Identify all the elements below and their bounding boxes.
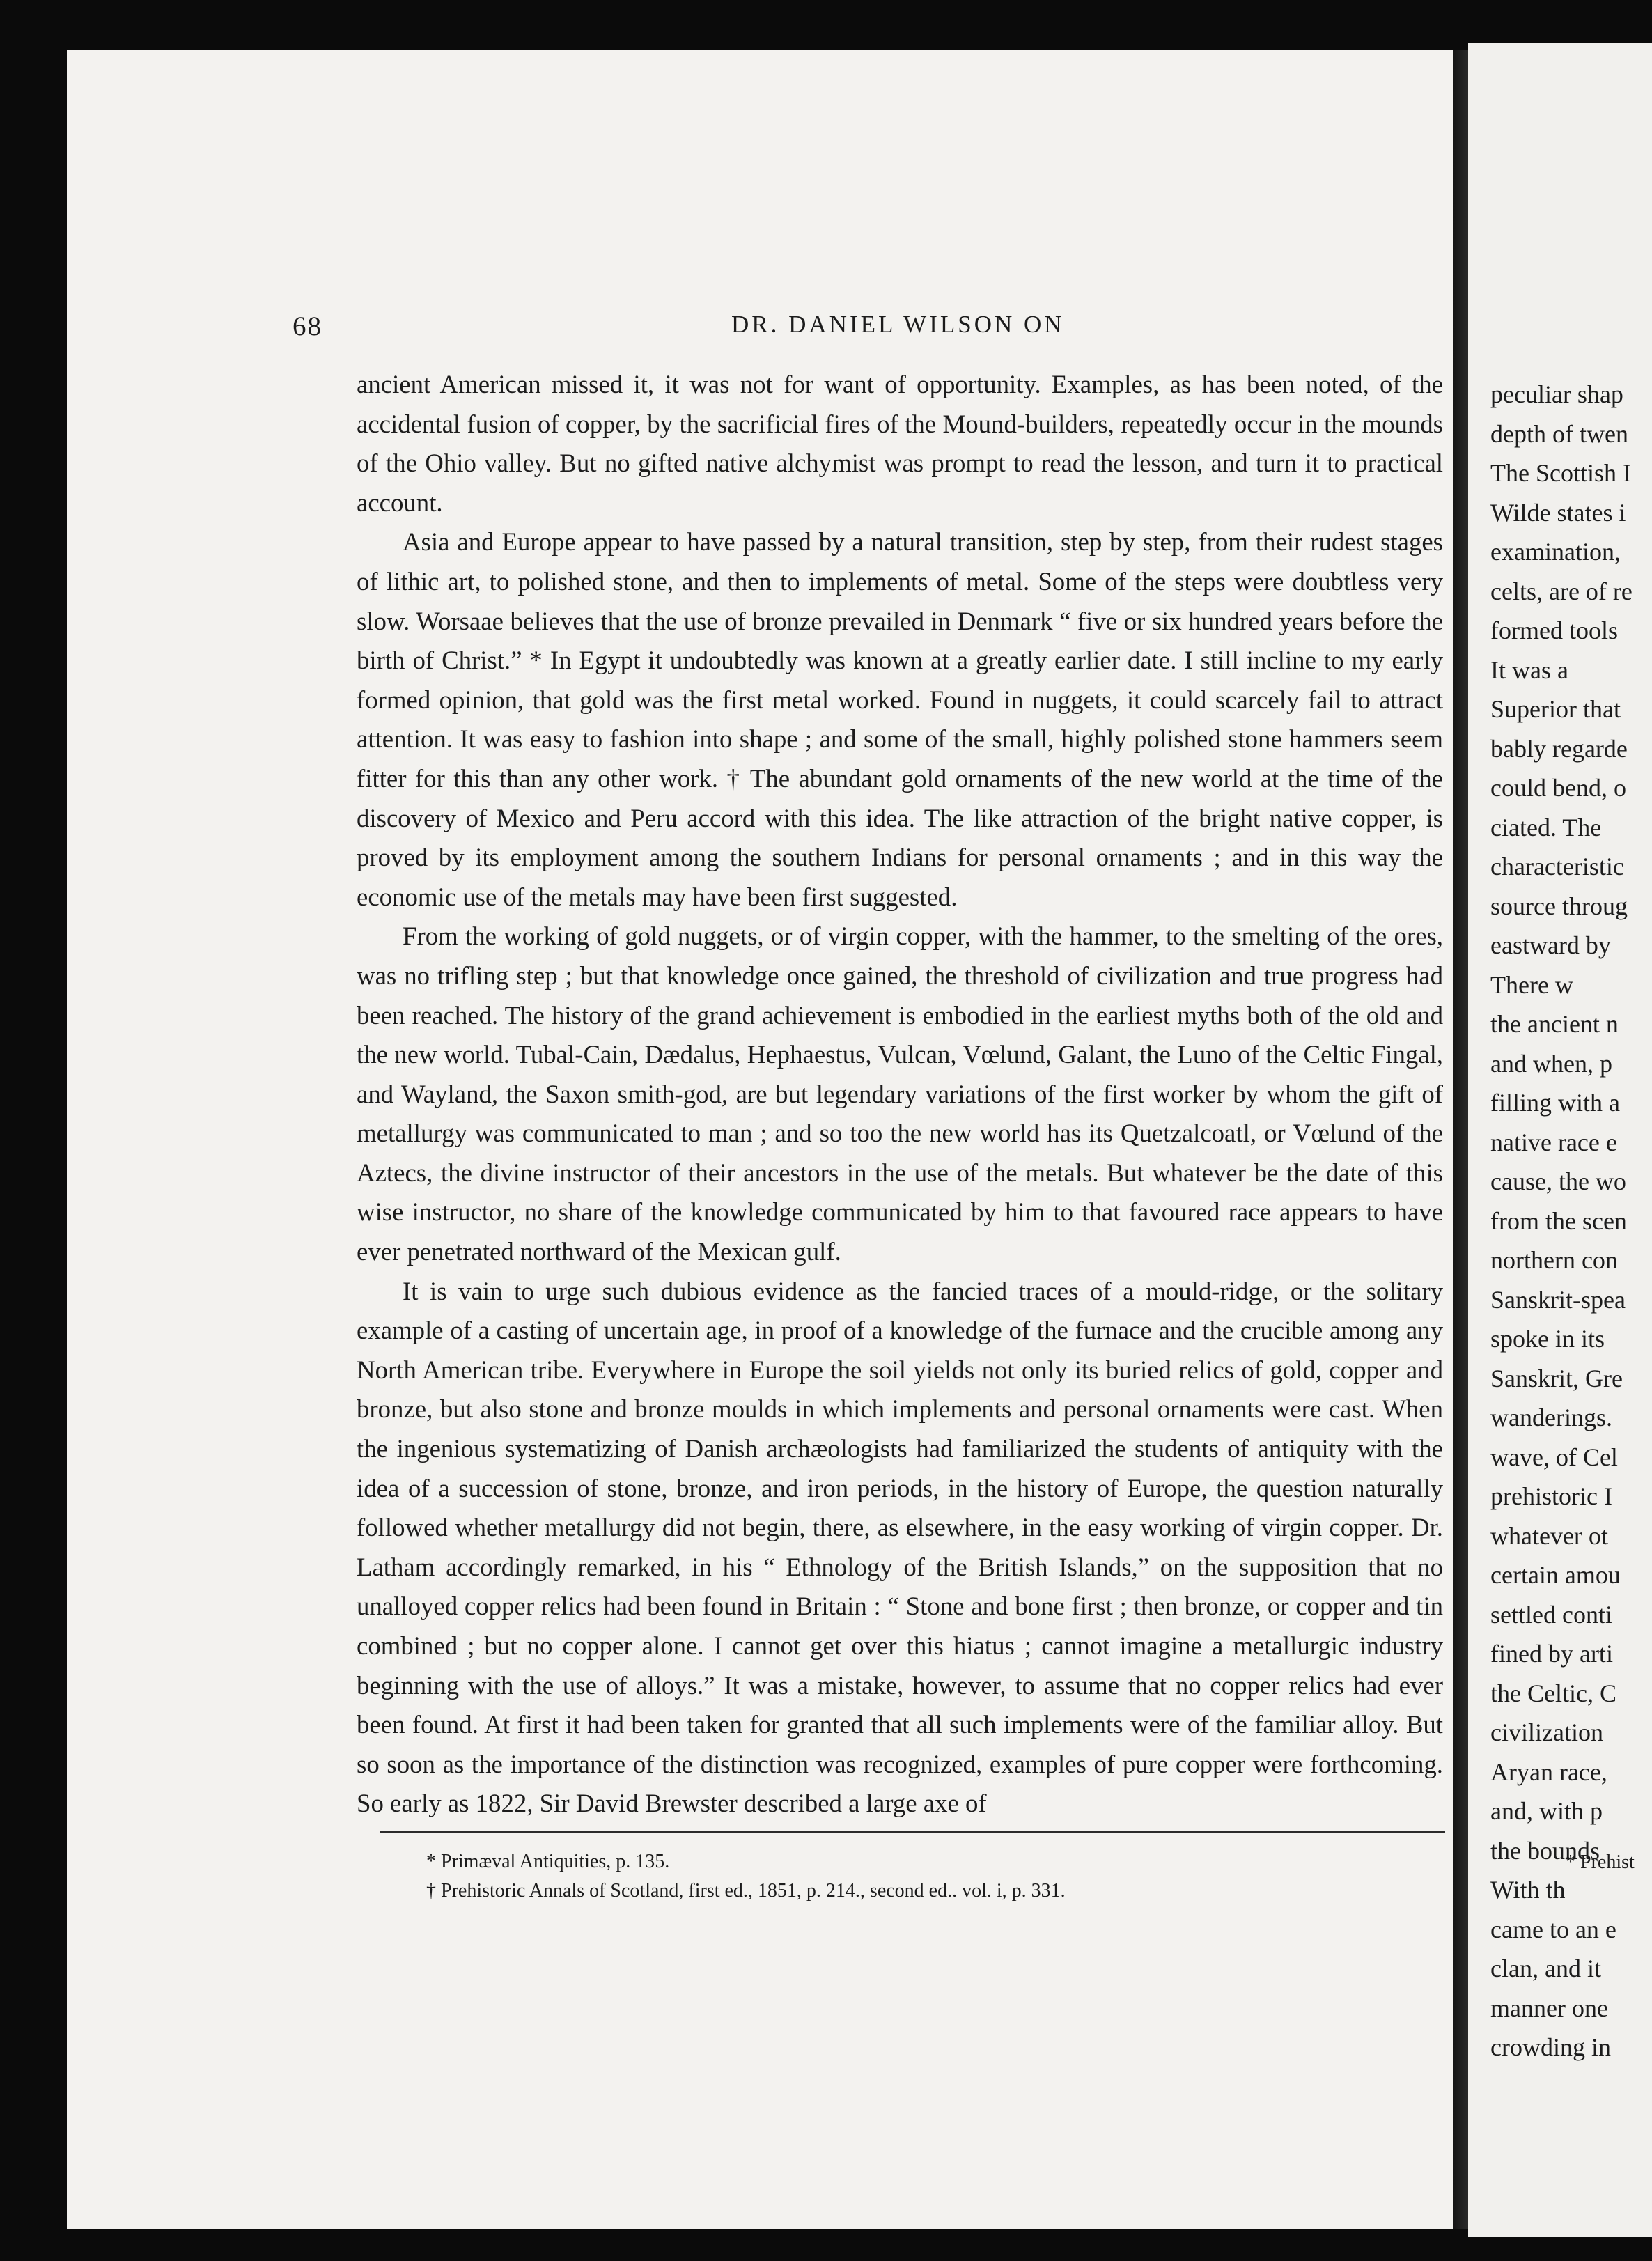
facing-page-line: There w xyxy=(1490,970,1573,999)
facing-page-line: characteristic xyxy=(1490,853,1624,880)
facing-page-line: prehistoric I xyxy=(1490,1482,1612,1510)
facing-page-line: Sanskrit, Gre xyxy=(1490,1364,1623,1392)
facing-page-line: came to an e xyxy=(1490,1915,1616,1943)
facing-page-line: settled conti xyxy=(1490,1600,1612,1629)
facing-page-line: the bounds xyxy=(1490,1836,1600,1865)
facing-page-line: crowding in xyxy=(1490,2033,1611,2061)
facing-page-line: cause, the wo xyxy=(1490,1167,1626,1195)
facing-page-text xyxy=(1490,375,1632,2067)
facing-page-line: and, with p xyxy=(1490,1797,1603,1825)
footnote: † Prehistoric Annals of Scotland, first ed., 1851, p. 214., second ed.. vol. i, p. 331. xyxy=(426,1880,1066,1902)
facing-page-line: fined by arti xyxy=(1490,1640,1613,1668)
facing-page-line: manner one xyxy=(1490,1994,1608,2022)
running-title: DR. DANIEL WILSON ON xyxy=(731,311,1065,338)
facing-page-line: the ancient n xyxy=(1490,1010,1619,1038)
facing-page-line: filling with a xyxy=(1490,1089,1620,1117)
facing-page-line: It was a xyxy=(1490,655,1568,684)
facing-page-line: could bend, o xyxy=(1490,774,1626,802)
facing-page-line: ciated. The xyxy=(1490,813,1602,841)
facing-page-line: bably regarde xyxy=(1490,734,1628,763)
facing-page-line: source throug xyxy=(1490,892,1628,920)
facing-page-line: from the scen xyxy=(1490,1206,1627,1235)
facing-page-line: Superior that xyxy=(1490,695,1621,723)
facing-page-footnote: * Prehist xyxy=(1566,1851,1635,1873)
facing-page-line: whatever ot xyxy=(1490,1521,1608,1550)
paragraph: It is vain to urge such dubious evidence as the fancied traces of a mould-ridge, or the solitary example of a casting of uncertain age, in proof of a knowledge of the furnace and the crucible among any North American tribe. Everywhere in Europe the soil yields not only its buried relics of gold, copper and bronze, but also stone and bronze moulds in which implements and personal ornaments were cast. When the ingenious systematizing of Danish archæologists had familiarized the students of antiquity with the idea of a succession of stone, bronze, and iron periods, in the history of Europe, the question naturally followed whether metallurgy did not begin, there, as elsewhere, in the easy working of virgin copper. Dr. Latham accordingly remarked, in his “ Ethnology of the British Islands,” on the supposition that no unalloyed copper relics had been found in Britain : “ Stone and bone first ; then bronze, or copper and tin combined ; but no copper alone. I cannot get over this hiatus ; cannot imagine a metallurgic industry beginning with the use of alloys.” It was a mistake, however, to assume that no copper relics had ever been found. At first it had been taken for granted that all such implements were of the familiar alloy. But so soon as the importance of the distinction was recognized, examples of pure copper were forthcoming. So early as 1822, Sir David Brewster described a large axe of xyxy=(357,1276,1443,1818)
facing-page-line: celts, are of re xyxy=(1490,577,1632,605)
facing-page-line: the Celtic, C xyxy=(1490,1679,1616,1707)
footnote-divider xyxy=(380,1831,1445,1833)
facing-page-line: spoke in its xyxy=(1490,1325,1605,1353)
paragraph: ancient American missed it, it was not for want of opportunity. Examples, as has been noted, of the accidental fusion of copper, by the sacrificial fires of the Mound-builders, repeatedly occur in the mounds of the Ohio valley. But no gifted native alchymist was prompt to read the lesson, and turn it to practical account. xyxy=(357,370,1443,517)
facing-page-line: examination, xyxy=(1490,538,1621,566)
facing-page-line: northern con xyxy=(1490,1246,1618,1274)
facing-page-line: Sanskrit-spea xyxy=(1490,1285,1626,1314)
paragraph: Asia and Europe appear to have passed by a natural transition, step by step, from their rudest stages of lithic art, to polished stone, and then to implements of metal. Some of the steps were doubtless very slow. Worsaae believes that the use of bronze prevailed in Denmark “ five or six hundred years before the birth of Christ.” * In Egypt it undoubtedly was known at a greatly earlier date. I still incline to my early formed opinion, that gold was the first metal worked. Found in nuggets, it could scarcely fail to attract attention. It was easy to fashion into shape ; and some of the small, highly polished stone hammers seem fitter for this than any other work. † The abundant gold ornaments of the new world at the time of the discovery of Mexico and Peru accord with this idea. The like attraction of the bright native copper, is proved by its employment among the southern Indians for personal ornaments ; and in this way the economic use of the metals may have been first suggested. xyxy=(357,527,1443,911)
facing-page-line: formed tools xyxy=(1490,616,1618,644)
facing-page-line: Aryan race, xyxy=(1490,1757,1607,1786)
facing-page-line: With th xyxy=(1490,1876,1566,1904)
facing-page-line: wanderings. xyxy=(1490,1404,1612,1431)
facing-page-line: certain amou xyxy=(1490,1561,1621,1589)
facing-page-line: depth of twen xyxy=(1490,419,1628,448)
body-text xyxy=(357,365,1443,1824)
facing-page-line: peculiar shap xyxy=(1490,380,1623,408)
facing-page-line: native race e xyxy=(1490,1128,1617,1156)
footnotes xyxy=(426,1847,1443,1906)
paragraph: From the working of gold nuggets, or of virgin copper, with the hammer, to the smelting of the ores, was no trifling step ; but that knowledge once gained, the threshold of civilization and true progress had been reached. The history of the grand achievement is embodied in the earliest myths both of the old and the new world. Tubal-Cain, Dædalus, Hephaestus, Vulcan, Vœlund, Galant, the Luno of the Celtic Fingal, and Wayland, the Saxon smith-god, are but legendary variations of the first worker by whom the gift of metallurgy was communicated to man ; and so too the new world has its Quetzalcoatl, or Vœlund of the Aztecs, the divine instructor of their ancestors in the use of the metals. But whatever be the date of this wise instructor, no share of the knowledge communicated by him to that favoured race appears to have ever penetrated northward of the Mexican gulf. xyxy=(357,922,1443,1266)
facing-page-line: Wilde states i xyxy=(1490,498,1626,527)
facing-page-line: wave, of Cel xyxy=(1490,1443,1618,1471)
facing-page-line: civilization xyxy=(1490,1718,1603,1746)
facing-page-line: eastward by xyxy=(1490,931,1611,959)
facing-page-line: The Scottish I xyxy=(1490,459,1631,487)
footnote: * Primæval Antiquities, p. 135. xyxy=(426,1851,670,1872)
facing-page-line: and when, p xyxy=(1490,1049,1612,1078)
facing-page-line: clan, and it xyxy=(1490,1955,1601,1982)
page-number: 68 xyxy=(293,311,322,341)
book-gutter xyxy=(1453,50,1468,2229)
